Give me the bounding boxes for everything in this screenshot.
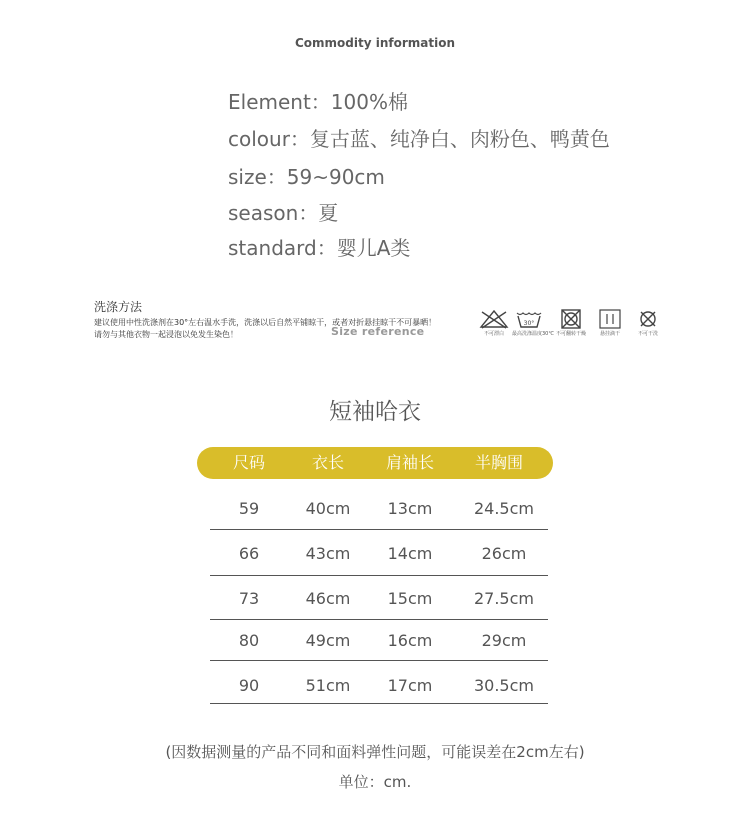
cell-sleeve: 14cm bbox=[387, 544, 433, 563]
care-drip-dry-label: 悬挂滴干 bbox=[599, 331, 620, 337]
header-chest: 半胸围 bbox=[474, 453, 523, 472]
care-wash-30 bbox=[512, 309, 554, 337]
header-length: 衣长 bbox=[311, 453, 344, 472]
header-size: 尺码 bbox=[232, 453, 265, 472]
wash-instruction-line2: 请勿与其他衣物一起浸泡以免发生染色！ bbox=[94, 330, 238, 339]
attr-season: season：夏 bbox=[228, 201, 339, 225]
table-row bbox=[210, 664, 548, 708]
cell-length: 51cm bbox=[305, 676, 351, 695]
care-no-bleach-label: 不可漂白 bbox=[483, 331, 504, 337]
row-divider bbox=[210, 660, 548, 661]
cell-length: 49cm bbox=[305, 631, 351, 650]
cell-chest: 26cm bbox=[481, 544, 527, 563]
cell-chest: 24.5cm bbox=[473, 499, 534, 518]
header-sleeve: 肩袖长 bbox=[385, 453, 434, 472]
table-row bbox=[210, 532, 548, 576]
care-wash-30-label: 最高洗涤温度30℃ bbox=[512, 331, 554, 337]
care-no-dry-clean bbox=[631, 309, 665, 337]
page-title: Commodity information bbox=[294, 36, 456, 50]
cell-chest: 30.5cm bbox=[473, 676, 534, 695]
cell-length: 43cm bbox=[305, 544, 351, 563]
row-divider bbox=[210, 703, 548, 704]
cell-size: 66 bbox=[238, 544, 260, 563]
wash-title: 洗涤方法 bbox=[94, 300, 143, 314]
table-row bbox=[210, 487, 548, 531]
attr-size: size：59~90cm bbox=[228, 165, 385, 189]
table-row bbox=[210, 577, 548, 621]
cell-size: 80 bbox=[238, 631, 260, 650]
no-dry-clean-icon bbox=[636, 309, 660, 329]
cell-chest: 29cm bbox=[481, 631, 527, 650]
unit-label: 单位：cm. bbox=[338, 773, 412, 791]
cell-chest: 27.5cm bbox=[473, 589, 534, 608]
row-divider bbox=[210, 529, 548, 530]
cell-sleeve: 15cm bbox=[387, 589, 433, 608]
attr-standard: standard：婴儿A类 bbox=[228, 236, 411, 260]
wash-instruction-line1: 建议使用中性洗涤剂在30°左右温水手洗，洗涤以后自然平铺晾干，或者对折悬挂晾干不可暴晒！ bbox=[94, 318, 437, 327]
care-drip-dry bbox=[593, 309, 627, 337]
cell-sleeve: 13cm bbox=[387, 499, 433, 518]
cell-length: 46cm bbox=[305, 589, 351, 608]
measurement-note: (因数据测量的产品不同和面料弹性问题，可能误差在2cm左右) bbox=[165, 743, 585, 761]
cell-size: 73 bbox=[238, 589, 260, 608]
care-no-bleach bbox=[477, 309, 511, 337]
care-no-dry-clean-label: 不可干洗 bbox=[637, 331, 658, 337]
no-bleach-icon bbox=[479, 309, 509, 329]
cell-sleeve: 16cm bbox=[387, 631, 433, 650]
attr-element: Element：100%棉 bbox=[228, 90, 408, 114]
table-row bbox=[210, 619, 548, 663]
no-tumble-dry-icon bbox=[559, 309, 583, 329]
wash-temp-text: 30° bbox=[523, 320, 535, 327]
cell-sleeve: 17cm bbox=[387, 676, 433, 695]
cell-length: 40cm bbox=[305, 499, 351, 518]
drip-dry-icon bbox=[598, 309, 622, 329]
row-divider bbox=[210, 575, 548, 576]
cell-size: 90 bbox=[238, 676, 260, 695]
attr-colour: colour：复古蓝、纯净白、肉粉色、鸭黄色 bbox=[228, 127, 610, 151]
care-no-tumble bbox=[554, 309, 588, 337]
size-table-header bbox=[197, 447, 553, 479]
wash-30-icon bbox=[514, 309, 544, 329]
cell-size: 59 bbox=[238, 499, 260, 518]
size-chart-title: 短袖哈衣 bbox=[329, 399, 421, 425]
care-no-tumble-label: 不可翻转干燥 bbox=[555, 331, 586, 337]
size-reference-label: Size reference bbox=[331, 325, 425, 338]
